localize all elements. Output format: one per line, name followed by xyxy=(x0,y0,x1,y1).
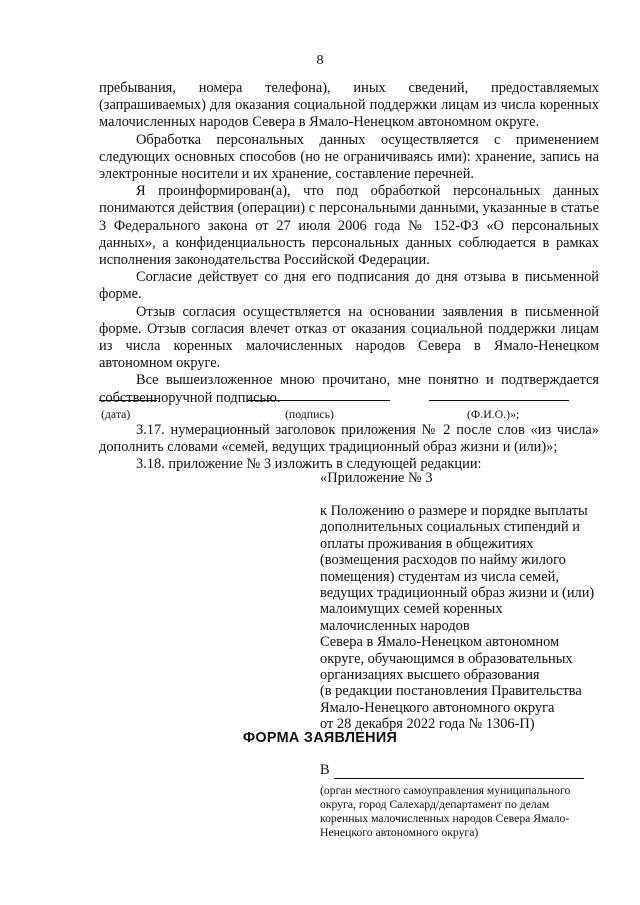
addressee-note-line: (орган местного самоуправления муниципального xyxy=(320,784,571,797)
attachment-line: оплаты проживания в общежитиях xyxy=(320,535,534,552)
page-number: 8 xyxy=(316,53,324,68)
attachment-line: (возмещения расходов по найму жилого xyxy=(320,552,566,569)
paragraph: пребывания, номера телефона), иных сведений, предоставляемых (запрашиваемых) для оказания социальной поддержки лицам из числа коренных малочисленных народов Севера в Ямало-Ненецком автономном округе. xyxy=(99,80,599,131)
attachment-line: малочисленных народов xyxy=(320,617,470,634)
attachment-title: «Приложение № 3 xyxy=(320,470,433,486)
paragraph: Я проинформирован(а), что под обработкой персональных данных понимаются действия (операции) с персональными данными, указанные в статье 3 Федерального закона от 27 июля 2006 года № 152-ФЗ «О персональных данных», а конфиденциальность персональных данных соблюдается в рамках исполнения законодательства Российской Федерации. xyxy=(99,183,599,269)
addressee-line xyxy=(320,762,610,779)
date-caption: (дата) xyxy=(101,407,131,421)
signature-line xyxy=(248,400,390,401)
addressee-block xyxy=(320,762,610,840)
amendment-item: 3.17. нумерационный заголовок приложения № 2 после слов «из числа» дополнить словами «семей, ведущих традиционный образ жизни и (или)»; xyxy=(99,422,599,456)
addressee-prefix: В xyxy=(320,762,330,778)
addressee-note-line: Ненецкого автономного округа) xyxy=(320,826,479,839)
attachment-line: помещения) студентам из числа семей, xyxy=(320,568,559,585)
paragraph: Обработка персональных данных осуществляется с применением следующих основных способов (но не ограничиваясь ими): хранение, запись на электронные носители и их хранение, составление перечней. xyxy=(99,131,599,183)
amendment-item: 3.18. приложение № 3 изложить в следующей редакции: xyxy=(136,456,482,473)
amendments xyxy=(99,422,599,474)
paragraph: Отзыв согласия осуществляется на основании заявления в письменной форме. Отзыв согласия влечет отказ от оказания социальной поддержки лицам из числа коренных малочисленных народов Севера в Ямало-Ненецком автономном округе. xyxy=(99,303,599,372)
paragraph: Согласие действует со дня его подписания до дня отзыва в письменной форме. xyxy=(99,269,599,303)
attachment-line: Ямало-Ненецкого автономного округа xyxy=(320,699,555,716)
form-title: ФОРМА ЗАЯВЛЕНИЯ xyxy=(242,730,398,746)
consent-text xyxy=(99,80,599,407)
attachment-line: к Положению о размере и порядке выплаты xyxy=(320,503,588,519)
attachment-heading xyxy=(320,503,610,733)
attachment-line: малоимущих семей коренных xyxy=(320,601,503,618)
attachment-line: дополнительных социальных стипендий и xyxy=(320,519,580,536)
name-line xyxy=(429,400,569,401)
paragraph: Все вышеизложенное мною прочитано, мне понятно и подтверждается собственноручной подписью. xyxy=(99,372,599,406)
addressee-note xyxy=(320,784,610,840)
signature-caption: (подпись) xyxy=(285,407,334,421)
attachment-line: ведущих традиционный образ жизни и (или) xyxy=(320,585,595,602)
attachment-line: (в редакции постановления Правительства xyxy=(320,683,582,700)
addressee-note-line: округа, город Салехард/департамент по делам xyxy=(320,798,550,811)
attachment-line: округе, обучающимся в образовательных xyxy=(320,650,573,667)
attachment-line: Севера в Ямало-Ненецком автономном xyxy=(320,634,560,651)
name-caption: (Ф.И.О.)»; xyxy=(467,407,520,421)
attachment-line: организациях высшего образования xyxy=(320,667,540,684)
addressee-fill-line xyxy=(334,767,584,779)
date-line xyxy=(99,400,157,401)
addressee-note-line: коренных малочисленных народов Севера Ямало- xyxy=(320,812,570,825)
attachment-line: от 28 декабря 2022 года № 1306-П) xyxy=(320,716,535,733)
